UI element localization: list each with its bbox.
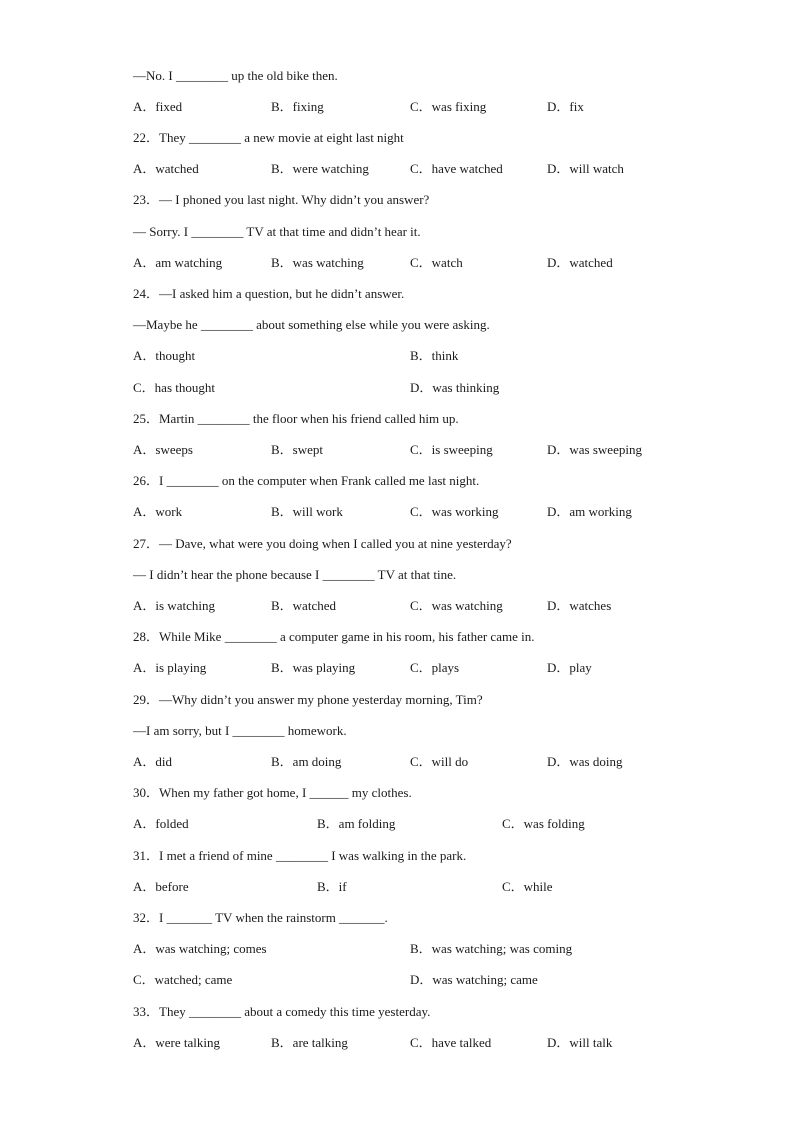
question-27: 27．— Dave, what were you doing when I called you at nine yesterday? xyxy=(133,536,512,551)
question-26: 26．I ________ on the computer when Frank called me last night. xyxy=(133,473,480,488)
option-21-b: B．fixing xyxy=(271,99,324,114)
question-24: 24．—I asked him a question, but he didn’t answer. xyxy=(133,286,405,301)
option-21-a: A．fixed xyxy=(133,99,183,114)
option-33-a: A．were talking xyxy=(133,1035,221,1050)
option-26-c: C．was working xyxy=(410,504,499,519)
option-24-b: B．think xyxy=(410,348,459,363)
option-24-a: A．thought xyxy=(133,348,196,363)
question-24-reply: —Maybe he ________ about something else while you were asking. xyxy=(133,317,490,332)
option-31-a: A．before xyxy=(133,879,189,894)
option-23-a: A．am watching xyxy=(133,255,223,270)
option-25-c: C．is sweeping xyxy=(410,442,493,457)
question-27-reply: — I didn’t hear the phone because I ________ TV at that tine. xyxy=(133,567,457,582)
option-24-d: D．was thinking xyxy=(410,380,500,395)
question-23: 23．— I phoned you last night. Why didn’t you answer? xyxy=(133,192,430,207)
option-30-a: A．folded xyxy=(133,816,189,831)
option-21-c: C．was fixing xyxy=(410,99,487,114)
option-30-c: C．was folding xyxy=(502,816,585,831)
option-26-a: A．work xyxy=(133,504,183,519)
question-30: 30．When my father got home, I ______ my clothes. xyxy=(133,785,412,800)
option-24-c: C．has thought xyxy=(133,380,215,395)
option-28-b: B．was playing xyxy=(271,660,356,675)
option-27-a: A．is watching xyxy=(133,598,215,613)
option-29-d: D．was doing xyxy=(547,754,623,769)
question-29: 29．—Why didn’t you answer my phone yesterday morning, Tim? xyxy=(133,692,483,707)
question-28: 28．While Mike ________ a computer game in his room, his father came in. xyxy=(133,629,535,644)
option-27-d: D．watches xyxy=(547,598,612,613)
option-28-a: A．is playing xyxy=(133,660,207,675)
question-32: 32．I _______ TV when the rainstorm _______. xyxy=(133,910,388,925)
option-22-b: B．were watching xyxy=(271,161,369,176)
option-32-d: D．was watching; came xyxy=(410,972,538,987)
question-29-reply: —I am sorry, but I ________ homework. xyxy=(133,723,347,738)
option-26-b: B．will work xyxy=(271,504,343,519)
option-32-b: B．was watching; was coming xyxy=(410,941,573,956)
option-31-c: C．while xyxy=(502,879,553,894)
option-23-b: B．was watching xyxy=(271,255,364,270)
option-28-d: D．play xyxy=(547,660,592,675)
option-33-d: D．will talk xyxy=(547,1035,613,1050)
option-22-c: C．have watched xyxy=(410,161,503,176)
option-29-a: A．did xyxy=(133,754,173,769)
question-33: 33．They ________ about a comedy this time yesterday. xyxy=(133,1004,431,1019)
option-25-d: D．was sweeping xyxy=(547,442,642,457)
option-29-b: B．am doing xyxy=(271,754,342,769)
option-22-a: A．watched xyxy=(133,161,199,176)
option-33-c: C．have talked xyxy=(410,1035,492,1050)
option-27-c: C．was watching xyxy=(410,598,503,613)
option-27-b: B．watched xyxy=(271,598,336,613)
option-32-a: A．was watching; comes xyxy=(133,941,267,956)
option-26-d: D．am working xyxy=(547,504,632,519)
option-31-b: B．if xyxy=(317,879,347,894)
question-22: 22．They ________ a new movie at eight last night xyxy=(133,130,404,145)
option-23-d: D．watched xyxy=(547,255,613,270)
option-32-c: C．watched; came xyxy=(133,972,233,987)
option-23-c: C．watch xyxy=(410,255,463,270)
option-30-b: B．am folding xyxy=(317,816,396,831)
option-28-c: C．plays xyxy=(410,660,460,675)
option-33-b: B．are talking xyxy=(271,1035,348,1050)
option-21-d: D．fix xyxy=(547,99,584,114)
question-23-reply: — Sorry. I ________ TV at that time and didn’t hear it. xyxy=(133,224,421,239)
option-22-d: D．will watch xyxy=(547,161,624,176)
question-21-answer-line: —No. I ________ up the old bike then. xyxy=(133,68,338,83)
question-25: 25．Martin ________ the floor when his friend called him up. xyxy=(133,411,459,426)
option-25-b: B．swept xyxy=(271,442,324,457)
option-25-a: A．sweeps xyxy=(133,442,193,457)
option-29-c: C．will do xyxy=(410,754,469,769)
question-31: 31．I met a friend of mine ________ I was walking in the park. xyxy=(133,848,467,863)
